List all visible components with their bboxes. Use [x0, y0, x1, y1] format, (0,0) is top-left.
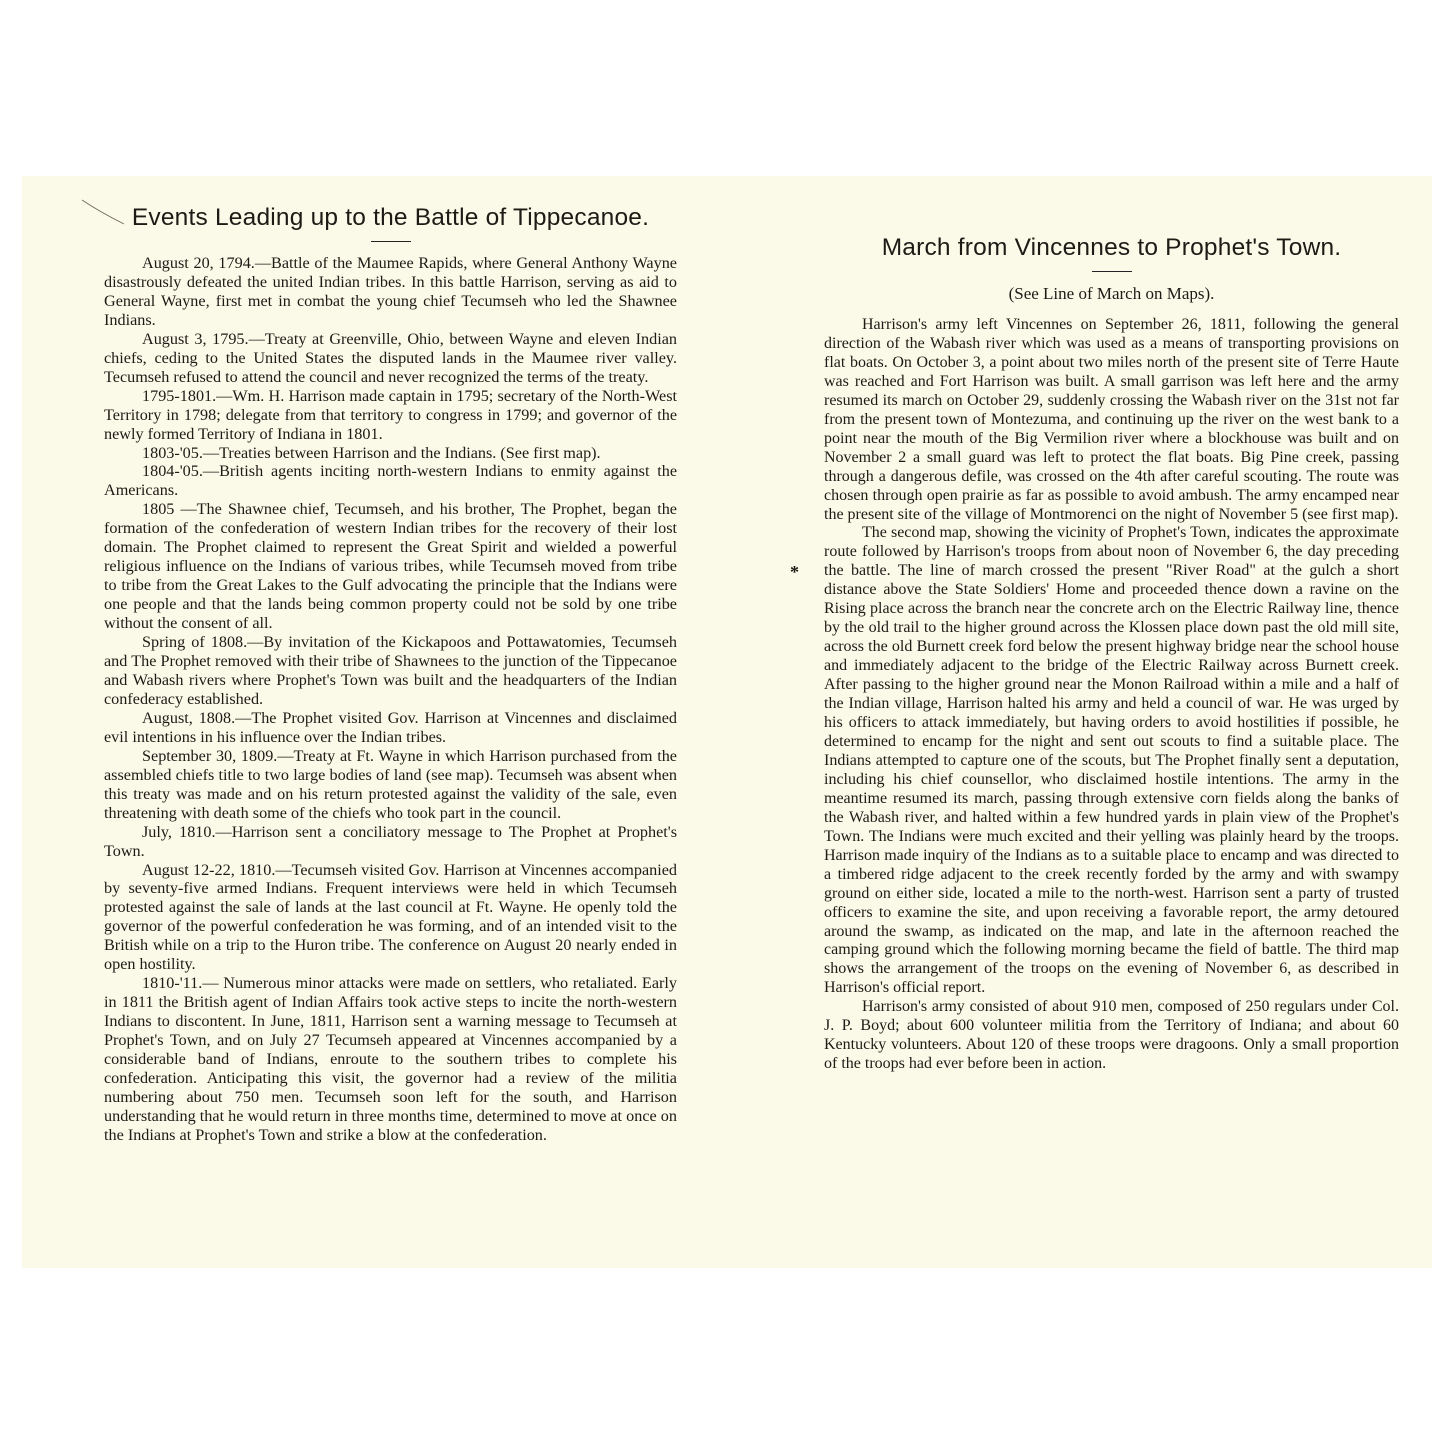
heading-rule: [371, 241, 411, 242]
left-paragraph: August, 1808.—The Prophet visited Gov. Harrison at Vincennes and disclaimed evil intentions in his influence over the Indian tribes.: [104, 708, 677, 746]
left-paragraph: 1795-1801.—Wm. H. Harrison made captain in 1795; secretary of the North-West Territory in 1798; delegate from that territory to congress in 1799; and governor of the newly formed Territory of Indiana in 1801.: [104, 386, 677, 443]
margin-asterisk: *: [790, 562, 799, 582]
right-paragraph: The second map, showing the vicinity of Prophet's Town, indicates the approximate route followed by Harrison's troops from about noon of November 6, the day preceding the battle. The line of march crossed the present "River Road" at the gulch a short distance above the State Soldiers' Home and proceeded thence down a ravine on the Rising place across the branch near the concrete arch on the Electric Railway line, thence by the old trail to the higher ground across the Klossen place down past the old mill site, across the old Burnett creek ford below the present highway bridge near the school house and immediately adjacent to the bridge of the Electric Railway across Burnett creek. After passing to the higher ground near the Monon Railroad within a mile and a half of the Indian village, Harrison halted his army and held a council of war. He was urged by his officers to attack immediately, but having orders to avoid hostilities if possible, he determined to encamp for the night and sent out scouts to find a suitable place. The Indians attempted to capture one of the scouts, but The Prophet finally sent a deputation, including his chief counsellor, who disclaimed hostile intentions. The army in the meantime resumed its march, passing through extensive corn fields along the banks of the Wabash river, and halted within a few hundred yards in plain view of the Prophet's Town. The Indians were much excited and their yelling was plainly heard by the troops. Harrison made inquiry of the Indians as to a suitable place to encamp and was directed to a timbered ridge adjacent to the creek recently forded by the army and with swampy ground on either side, located a mile to the north-west. Harrison sent a party of trusted officers to examine the site, and upon receiving a favorable report, the army detoured around the swamp, as indicated on the map, and late in the afternoon reached the camping ground which the following morning became the field of battle. The third map shows the arrangement of the troops on the evening of November 6, as described in Harrison's official report.: [824, 524, 1399, 997]
left-paragraph: 1803-'05.—Treaties between Harrison and the Indians. (See first map).: [142, 443, 601, 462]
left-paragraph: Spring of 1808.—By invitation of the Kickapoos and Pottawatomies, Tecumseh and The Prophet removed with their tribe of Shawnees to the junction of the Tippecanoe and Wabash rivers where Prophet's Town was built and the headquarters of the Indian confederacy established.: [104, 633, 677, 708]
left-paragraph: 1804-'05.—British agents inciting north-western Indians to enmity against the Americans.: [104, 462, 677, 500]
left-column: [104, 204, 677, 1145]
left-paragraph: 1810-'11.— Numerous minor attacks were made on settlers, who retaliated. Early in 1811 the British agent of Indian Affairs took active steps to incite the north-western Indians to discontent. In June, 1811, Harrison sent a warning message to Tecumseh at Prophet's Town, and on July 27 Tecumseh appeared at Vincennes accompanied by a considerable band of Indians, enroute to the southern tribes to complete his confederation. Anticipating this visit, the governor had a review of the militia numbering about 750 men. Tecumseh soon left for the south, and Harrison understanding that he would return in three months time, determined to move at once on the Indians at Prophet's Town and strike a blow at the confederation.: [104, 974, 677, 1144]
left-paragraph: August 20, 1794.—Battle of the Maumee Rapids, where General Anthony Wayne disastrously defeated the united Indian tribes. In this battle Harrison, serving as aid to General Wayne, first met in combat the young chief Tecumseh who led the Shawnee Indians.: [104, 254, 677, 329]
right-subtitle: (See Line of March on Maps).: [1008, 284, 1215, 303]
right-column: [824, 234, 1399, 1074]
left-heading: Events Leading up to the Battle of Tippecanoe.: [131, 204, 650, 231]
right-paragraph: Harrison's army left Vincennes on September 26, 1811, following the general direction of the Wabash river which was used as a means of transporting provisions on flat boats. On October 3, a point about two miles north of the present site of Terre Haute was reached and Fort Harrison was built. A small garrison was left here and the army resumed its march on October 29, suddenly crossing the Wabash river on the 31st not far from the present town of Montezuma, and continuing up the river on the west bank to a point near the mouth of the Big Vermilion river where a blockhouse was built and on November 2 a small guard was left to protect the flat boats. Big Pine creek, passing through a dangerous defile, was crossed on the 4th after careful scouting. The route was chosen through open prairie as far as possible to avoid ambush. The army encamped near the present site of the village of Montmorenci on the night of November 5 (see first map).: [824, 316, 1399, 523]
left-paragraph: September 30, 1809.—Treaty at Ft. Wayne in which Harrison purchased from the assembled chiefs title to two large bodies of land (see map). Tecumseh was absent when this treaty was made and on his return protested against the validity of the sale, even threatening with death some of the chiefs who took part in the council.: [104, 746, 677, 822]
heading-rule: [1092, 271, 1132, 272]
right-heading: March from Vincennes to Prophet's Town.: [881, 234, 1342, 261]
left-paragraph: August 12-22, 1810.—Tecumseh visited Gov. Harrison at Vincennes accompanied by seventy-five armed Indians. Frequent interviews were held in which Tecumseh protested against the sale of lands at the last council at Ft. Wayne. He openly told the governor of the powerful confederation he was forming, and of an intended visit to the British while on a trip to the Huron tribe. The conference on August 20 nearly ended in open hostility.: [104, 860, 677, 974]
right-paragraph: Harrison's army consisted of about 910 men, composed of 250 regulars under Col. J. P. Boyd; about 600 volunteer militia from the Territory of Indiana; and about 60 Kentucky volunteers. About 120 of these troops were dragoons. Only a small proportion of the troops had ever before been in action.: [824, 998, 1399, 1073]
left-paragraph: July, 1810.—Harrison sent a conciliatory message to The Prophet at Prophet's Town.: [104, 822, 677, 860]
document-sheet: [22, 176, 1432, 1268]
left-paragraph: August 3, 1795.—Treaty at Greenville, Ohio, between Wayne and eleven Indian chiefs, ceding to the United States the disputed lands in the Maumee river valley. Tecumseh refused to attend the council and never recognized the terms of the treaty.: [104, 329, 677, 386]
left-paragraph: 1805 —The Shawnee chief, Tecumseh, and his brother, The Prophet, began the formation of the confederation of western Indian tribes for the recovery of their lost domain. The Prophet claimed to represent the Great Spirit and wielded a powerful religious influence on the Indians of various tribes, while Tecumseh moved from tribe to tribe from the Great Lakes to the Gulf advocating the principle that the Indians were one people and that the lands being common property could not be sold by one tribe without the consent of all.: [104, 500, 677, 633]
